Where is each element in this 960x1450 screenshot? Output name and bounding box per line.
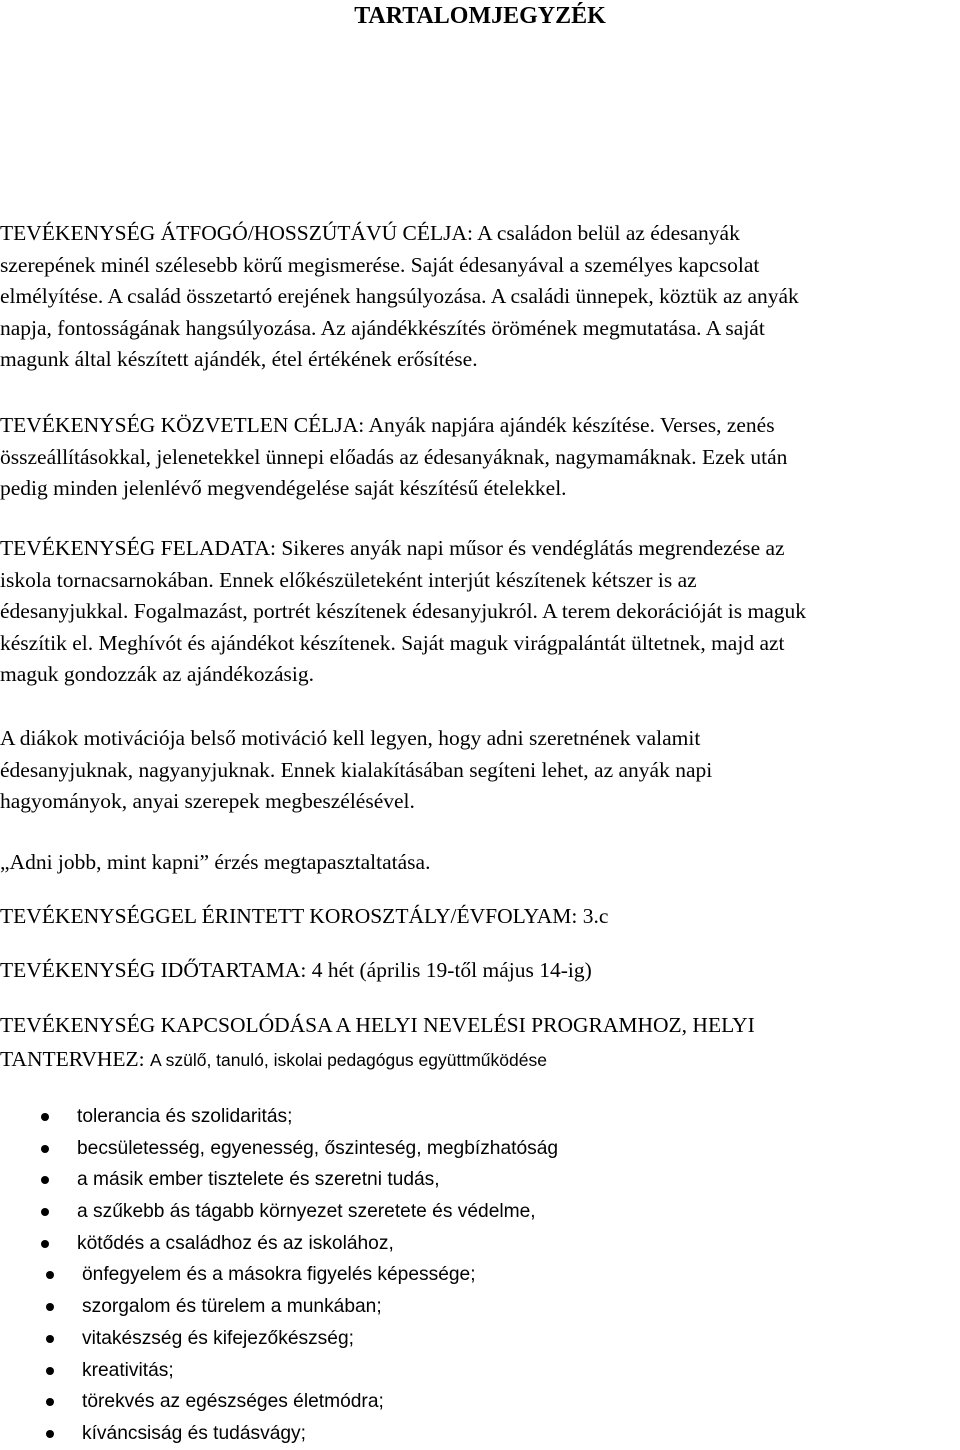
age-group-line: TEVÉKENYSÉGGEL ÉRINTETT KOROSZTÁLY/ÉVFOLYAM: 3.c — [0, 904, 609, 928]
bullet-icon — [41, 1113, 49, 1121]
bullet-icon — [41, 1145, 49, 1153]
bullet-icon — [46, 1335, 54, 1343]
text-line: TEVÉKENYSÉG FELADATA: Sikeres anyák napi műsor és vendéglátás megrendezése az — [0, 536, 785, 560]
text-line: szerepének minél szélesebb körű megismerése. Saját édesanyával a személyes kapcsolat — [0, 252, 760, 277]
text-line: iskola tornacsarnokában. Ennek előkészületeként interjút készítenek kétszer is az — [0, 567, 697, 592]
bullet-icon — [46, 1367, 54, 1375]
connection-label: TANTERVHEZ: — [0, 1047, 151, 1071]
bullet-icon — [46, 1303, 54, 1311]
text-line: édesanyjuknak, nagyanyjuknak. Ennek kialakításában segíteni lehet, az anyák napi — [0, 757, 713, 782]
quote-line: „Adni jobb, mint kapni” érzés megtapasztaltatása. — [0, 850, 431, 874]
connection-line: TEVÉKENYSÉG KAPCSOLÓDÁSA A HELYI NEVELÉSI PROGRAMHOZ, HELYI — [0, 1013, 755, 1037]
task-paragraph — [0, 533, 960, 691]
duration-line: TEVÉKENYSÉG IDŐTARTAMA: 4 hét (április 19-től május 14-ig) — [0, 958, 592, 982]
text-line: édesanyjukkal. Fogalmazást, portrét készítenek édesanyjukról. A terem dekorációját is maguk — [0, 599, 806, 624]
text-line: pedig minden jelenlévő megvendégelése saját készítésű ételekkel. — [0, 476, 567, 501]
bullet-icon — [41, 1208, 49, 1216]
text-line: hagyományok, anyai szerepek megbeszélésével. — [0, 789, 415, 814]
text-line: A diákok motivációja belső motiváció kell legyen, hogy adni szeretnének valamit — [0, 726, 701, 750]
text-line: magunk által készített ajándék, étel értékének erősítése. — [0, 347, 478, 372]
document-page: TARTALOMJEGYZÉK TEVÉKENYSÉG ÁTFOGÓ/HOSSZÚTÁVÚ CÉLJA: A családon belül az édesanyák szerepének minél szélesebb körű megismerése. Saját édesanyával a személyes kapcsolat elmélyítése. A család összetartó erejének hangsúlyozása. A családi ünnepek, köztük az anyák napja, fontosságának hangsúlyozása. Az ajándékkészítés örömének megmutatása. A saját magunk által készített ajándék, étel értékének erősítése. TEVÉKENYSÉG KÖZVETLEN CÉLJA: Anyák napjára ajándék készítése. Verses, zenés összeállításokkal, jelenetekkel ünnepi előadás az édesanyáknak, nagymamáknak. Ezek után pedig minden jelenlévő megvendégelése saját készítésű ételekkel. TEVÉKENYSÉG FELADATA: Sikeres anyák napi műsor és vendéglátás megrendezése az iskola tornacsarnokában. Ennek előkészületeként interjút készítenek kétszer is az édesanyjukkal. Fogalmazást, portrét készítenek édesanyjukról. A terem dekorációját is maguk készítik el. Meghívót és ajándékot készítenek. Saját maguk virágpalántát ültetnek, majd azt maguk gondozzák az ajándékozásig. A diákok motivációja belső motiváció kell legyen, hogy adni szeretnének valamit édesanyjuknak, nagyanyjuknak. Ennek kialakításában segíteni lehet, az anyák napi hagyományok, anyai szerepek megbeszélésével. „Adni jobb, mint kapni” érzés megtapasztaltatása. TEVÉKENYSÉGGEL ÉRINTETT KOROSZTÁLY/ÉVFOLYAM: 3.c TEVÉKENYSÉG IDŐTARTAMA: 4 hét (április 19-től május 14-ig) TEVÉKENYSÉG KAPCSOLÓDÁSA A HELYI NEVELÉSI PROGRAMHOZ, HELYI TANTERVHEZ: A szülő, tanuló, iskolai pedagógus együttműködése tolerancia és szolidaritás; becsületesség, egyenesség, őszinteség, megbízhatóság a másik ember tisztelete és szeretni tudás, a szűkebb ás tágabb környezet szeretete és védelme, kötődés a családhoz és az iskolához, önfegyelem és a másokra figyelés képessége; szorgalom és türelem a munkában; vitakészség és kifejezőkészség; kreativitás; törekvés az egészséges életmódra; kíváncsiság és tudásvágy; — [0, 0, 960, 1442]
text-line: napja, fontosságának hangsúlyozása. Az ajándékkészítés örömének megmutatása. A saját — [0, 315, 765, 340]
direct-goal-paragraph — [0, 410, 960, 505]
text-line: készítik el. Meghívót és ajándékot készítenek. Saját maguk virágpalántát ültetnek, majd azt — [0, 630, 785, 655]
bullet-icon — [41, 1176, 49, 1184]
text-line: összeállításokkal, jelenetekkel ünnepi előadás az édesanyáknak, nagymamáknak. Ezek után — [0, 444, 788, 469]
text-line: elmélyítése. A család összetartó erejének hangsúlyozása. A családi ünnepek, köztük az anyák — [0, 284, 799, 309]
connection-line-2 — [0, 1043, 547, 1076]
motivation-paragraph — [0, 723, 960, 818]
text-line: maguk gondozzák az ajándékozásig. — [0, 662, 315, 687]
text-line: TEVÉKENYSÉG KÖZVETLEN CÉLJA: Anyák napjára ajándék készítése. Verses, zenés — [0, 413, 775, 437]
bullet-icon — [46, 1271, 54, 1279]
page-title: TARTALOMJEGYZÉK — [354, 3, 606, 29]
bullet-icon — [46, 1430, 54, 1438]
text-line: TEVÉKENYSÉG ÁTFOGÓ/HOSSZÚTÁVÚ CÉLJA: A családon belül az édesanyák — [0, 221, 740, 245]
bullet-icon — [46, 1398, 54, 1406]
overall-goal-paragraph — [0, 218, 960, 376]
bullet-icon — [41, 1240, 49, 1248]
connection-value: A szülő, tanuló, iskolai pedagógus együttműködése — [150, 1050, 547, 1070]
